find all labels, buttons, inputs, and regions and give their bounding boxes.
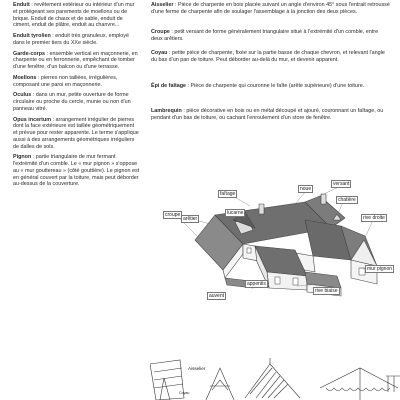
label-mur-pignon: mur pignon bbox=[367, 266, 393, 272]
window-ell-2 bbox=[293, 278, 298, 285]
label-croupe: croupe bbox=[165, 212, 181, 218]
house-illustration bbox=[155, 180, 395, 310]
label-lucarne: lucarne bbox=[227, 210, 244, 216]
label-aretier: arêtier bbox=[183, 216, 198, 222]
chimney-right bbox=[321, 194, 326, 204]
sketch-aisselier-frame bbox=[206, 368, 234, 400]
label-rive-biaise: rive biaise bbox=[315, 288, 338, 294]
left-glossary-column bbox=[13, 0, 140, 192]
glossary-entry-garde-corps: Garde-corps : ensemble vertical en maçonnerie, en charpente ou en ferronnerie, empêchant de tomber d'une fenêtre, d'un balcon ou d'une terrasse. bbox=[13, 50, 138, 70]
sketch-balustrade bbox=[386, 376, 400, 392]
glossary-entry-pignon: Pignon : partie triangulaire de mur fermant l'extrémité d'un comble. Le « mur pignon » s'oppose au « mur gouttereau » (côté gouttière). Le pignon est en général couvert par la toiture, mais peut déborder au-dessus de la couverture. bbox=[13, 154, 140, 188]
chimney-left bbox=[259, 204, 264, 214]
label-faitage: faîtage bbox=[220, 191, 236, 197]
window-front-1 bbox=[247, 248, 251, 253]
glossary-entry-aisselier: Aisselier : Pièce de charpente en bois placée suivant un angle d'environ 45° sous l'entrait retroussé d'une ferme de charpente afin de soulager l'assemblage à la jonction des deux pièces. bbox=[151, 2, 390, 15]
glossary-entry-moellons: Moellons : pierres non taillées, irrégulières, composant une paroi en maçonnerie. bbox=[13, 74, 118, 88]
label-coyau-strip: Coyau bbox=[179, 391, 190, 395]
wing-roof-slope bbox=[305, 220, 351, 260]
glossary-entry-oculus: Oculus : dans un mur, petite ouverture de forme circulaire ou proche du cercle, munie ou non d'un panneau vitré. bbox=[13, 92, 131, 112]
sketch-decorative-eave bbox=[320, 368, 398, 388]
label-rive-droite: rive droite bbox=[363, 215, 385, 221]
glossary-entry-enduit: Enduit : revêtement extérieur ou intérieur d'un mur et protégeant ses parements de moellons ou de brique. Enduit de chaux et de sable, enduit de ciment, enduit de plâtre, enduit au chanvre... bbox=[13, 2, 135, 29]
glossary-entry-coyau: Coyau : petite pièce de charpente, fixée sur la partie basse de chaque chevron, et relevant l'angle du bas d'un pan de toiture. Peut déborder au-delà du mur, et devenir apparent. bbox=[151, 50, 385, 63]
label-aisselier-strip: Aisselier bbox=[188, 366, 206, 371]
label-appentis: appentis bbox=[247, 281, 266, 287]
glossary-entry-epi-de-faitage: Épi de faîtage : Pièce de charpente qui couronne le faîte (arête supérieure) d'une toiture. bbox=[151, 83, 365, 89]
glossary-entry-opus-incertum: Opus incertum : arrangement irrégulier de pierres dont la face extérieure est taillée géométriquement et prévue pour rester apparente. Le terme s'applique aussi à des arrangements géométriques irréguliers de dalles de sols. bbox=[13, 116, 139, 150]
label-chatiere: chatière bbox=[338, 197, 356, 203]
roof-diagram bbox=[155, 180, 395, 310]
glossary-entry-croupe: Croupe : petit versant de forme généralement triangulaire situé à l'extrémité d'un comble, entre deux arêtiers. bbox=[151, 29, 379, 42]
window-ell-1 bbox=[275, 277, 280, 284]
label-versant: versant bbox=[333, 181, 350, 187]
glossary-entry-enduit-tyrolien: Enduit tyrolien : enduit très granuleux, employé dans le premier tiers du XXe siècle. bbox=[13, 33, 129, 46]
label-noue: noue bbox=[300, 186, 312, 192]
glossary-entry-lambrequin: Lambrequin : pièce décorative en bois ou en métal découpé et ajouré, couronnant un faîtage, ou pendant d'un bas de toiture, ou cachant l'enroulement d'un store de fenêtre. bbox=[151, 108, 384, 121]
bottom-illustration-strip bbox=[150, 358, 400, 400]
label-auvent: auvent bbox=[209, 293, 225, 299]
